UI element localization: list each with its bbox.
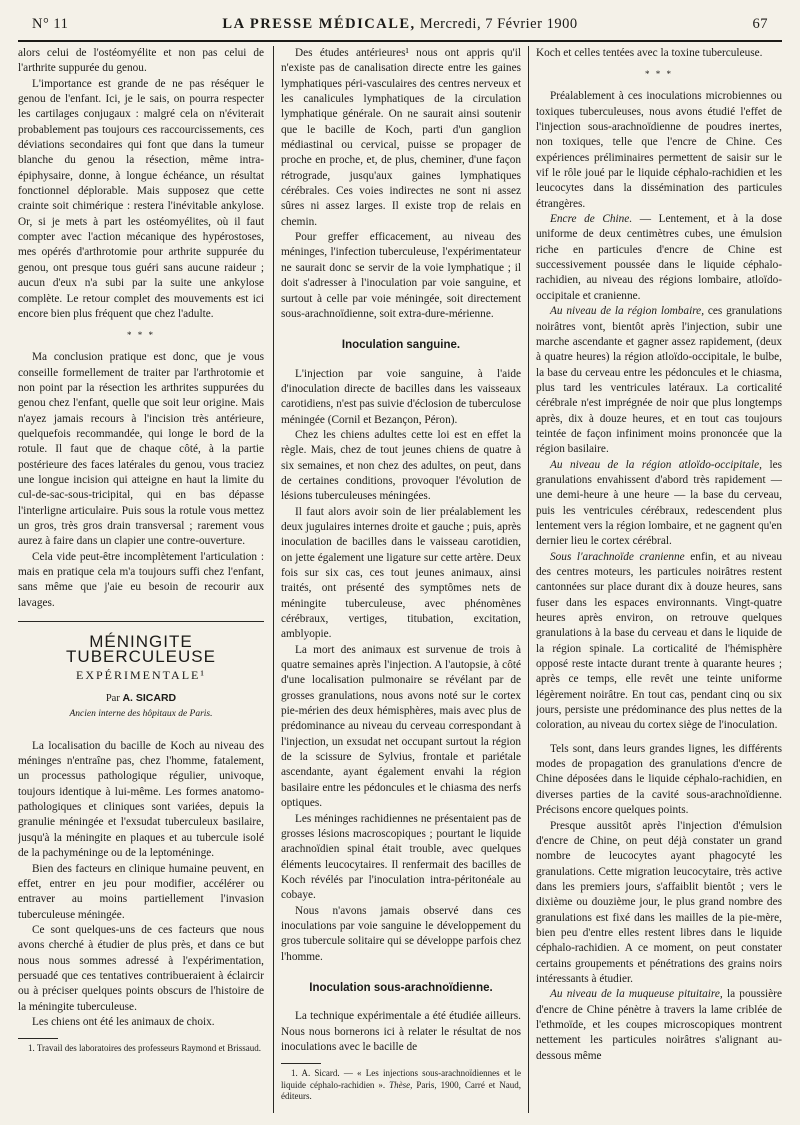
paragraph: La mort des animaux est survenue de trois à quatre semaines après l'injection. A l'autopsie, à côté d'une localisation pulmonaire se révélant par de grosses granulations, nous avons noté sur le cortex pie-mérien des deux hémisphères, mais avec plus de prédominance au niveau du cerveau correspondant à l'injection, un exsudat net occupant surtout la région de la scissure de Sylvius, frontale et pariétale ascendante, ayant également envahi la région basilaire entre les pédoncules et le chiasma des nerfs optiques. <box>281 643 521 810</box>
author-name: A. SICARD <box>122 692 177 705</box>
paragraph: Chez les chiens adultes cette loi est en effet la règle. Mais, chez de tout jeunes chiens de quatre à six semaines, et non chez des adultes, on peut, dans de certaines conditions, provoquer l'évolution de lésions tuberculeuses méningées. <box>281 428 521 503</box>
columns <box>18 46 782 1117</box>
paragraph-lead: Au niveau de la région lombaire, <box>550 305 705 318</box>
author-line <box>18 691 264 706</box>
paragraph-lead: Sous l'arachnoïde cranienne <box>550 550 685 563</box>
paragraph: L'importance est grande de ne pas réséquer le genou de l'enfant. Ici, je le sais, on pourra respecter les cartilages conjugaux : malgré cela on n'éviterait probablement pas toujours ces raccourcissements, ces déviations secondaires qui font que dans la tumeur blanche du genou la résection, même intra-épiphysaire, donne, à longue échéance, un résultat fonctionnel déplorable. Mais supposez que cette crainte soit chimérique : restera l'inévitable ankylose. Or, si je mets à part les ostéomyélites, où il faut compter avec l'action mécanique des hypérostoses, mes opérés d'arthrotomie pour arthrite suppurée du genou, ont presque tous guéri sans aucune raideur ; aucun d'eux n'a subi par la suite une ankylose complète. Le retour complet des mouvements est ici encore bien plus fréquent que chez l'adulte. <box>18 77 264 320</box>
page-header <box>18 14 782 42</box>
article-subtitle: EXPÉRIMENTALE¹ <box>76 667 206 682</box>
paragraph: Il faut alors avoir soin de lier préalablement les deux jugulaires internes droite et gauche ; puis, après inoculation de bacilles dans le vaisseau carotidien, on jette également une ligature sur cette artère. Deux fois sur six cas, ces tout jeunes animaux, ainsi traités, ont présenté des symptômes nets de méningite tuberculeuse, avec phénomènes cérébraux, vertiges, titubation, excitation, amblyopie. <box>281 505 521 641</box>
paragraph-lead: Au niveau de la muqueuse pituitaire, <box>550 988 723 1001</box>
spacer <box>536 734 782 742</box>
paragraph-lead: Encre de Chine. <box>550 213 633 226</box>
paragraph <box>536 550 782 734</box>
paragraph: Les chiens ont été les animaux de choix. <box>32 1015 215 1028</box>
issue-date: Mercredi, 7 Février 1900 <box>419 16 578 32</box>
footnote-text: — « Les injections sous-arachnoïdiennes et le liquide céphalo-rachidien ». <box>281 1068 521 1090</box>
section-separator-stars: * * * <box>127 330 155 341</box>
paragraph <box>536 212 782 304</box>
section-heading: Inoculation sanguine. <box>341 339 461 352</box>
paragraph-body: — Lentement, et à la dose uniforme de deux centimètres cubes, une émulsion riche en particules d'encre de Chine est successivement poussée dans le liquide céphalo-rachidien, au niveau des régions lombaire, atloïdo-occipitale et cranienne. <box>536 213 782 302</box>
paragraph: Bien des facteurs en clinique humaine peuvent, en effet, entrer en jeu pour modifier, accélérer ou entraver au moins partiellement l'invasion tuberculeuse méningée. <box>18 862 264 921</box>
paragraph: Les méninges rachidiennes ne présentaient pas de grosses lésions macroscopiques ; pourtant le liquide arachnoïdien spinal était trouble, avec quelques éléments leucocytaires. Il renfermait des bacilles de Koch révélés par l'inoculation intra-péritonéale au cobaye. <box>281 812 521 902</box>
paragraph: alors celui de l'ostéomyélite et non pas celui de l'arthrite suppurée du genou. <box>18 47 264 75</box>
paragraph: Tels sont, dans leurs grandes lignes, les différents modes de propagation des granulations d'encre de Chine déposées dans le liquide céphalo-rachidien, en diverses parties de la cavité sous-arachnoïdienne. Précisons encore quelques points. <box>536 742 782 817</box>
paragraph-lead: Au niveau de la région atloïdo-occipitale, <box>550 458 762 471</box>
paragraph: Presque aussitôt après l'injection d'émulsion d'encre de Chine, on peut déjà constater un grand nombre de leucocytes ayant phagocyté les granulations. Cette migration leucocytaire, très active dans les premiers jours, s'affaiblit bientôt ; vers le dixième ou douzième jour, le plus grand nombre des granulations est fixé dans les mailles de la pie-mère, bien peu d'entre elles restent libres dans le liquide céphalo-rachidien. A ce moment, on peut constater certains groupements et pénétrations des grains noirs intéressants à étudier. <box>536 819 782 985</box>
author-prefix: Par <box>105 693 120 705</box>
paragraph: Ma conclusion pratique est donc, que je vous conseille formellement de traiter par l'arthrotomie et non point par la résection les arthrites suppurées du genou chez l'enfant, quelle que soit leur origine. Mais n'ayez jamais recours à l'incision très antérieure, quelquefois recommandée, qui longe le bord de la rotule. Il faut que de chaque côté, à la partie postérieure des faces latérales du genou, vous traciez une longue incision qui atteigne en haut la limite du cul-de-sac-sous-tricipital, qui en bas dépasse l'interligne articulaire. Puis sous la rotule vous mettez un gros, très gros drain transversal ; rarement vous aurez à faire dans un clapier une contre-ouverture. <box>18 351 264 548</box>
author-affiliation: Ancien interne des hôpitaux de Paris. <box>69 709 213 720</box>
paragraph: Préalablement à ces inoculations microbiennes ou toxiques tuberculeuses, nous avons étudié l'effet de l'injection sous-arachnoïdienne de poudres inertes, non toxiques, telle que l'encre de Chine. Ces expériences préliminaires permettent de saisir sur le vif le rôle joué par le liquide céphalo-rachidien et les leucocytes dans la dissémination des particules étrangères. <box>536 90 782 210</box>
column-3 <box>536 46 782 1117</box>
masthead <box>18 16 782 33</box>
page-number: 67 <box>752 16 768 32</box>
journal-name: LA PRESSE MÉDICALE, <box>222 16 416 32</box>
footnote: 1. Travail des laboratoires des professeurs Raymond et Brissaud. <box>28 1043 261 1054</box>
paragraph <box>536 458 782 550</box>
paragraph: Koch et celles tentées avec la toxine tuberculeuse. <box>536 47 763 59</box>
column-2 <box>281 46 521 1117</box>
paragraph: Cela vide peut-être incomplètement l'articulation : mais en pratique cela m'a toujours suffi chez l'enfant, sans même que j'aie eu besoin de recourir aux lavages. <box>18 550 264 609</box>
article-title: MÉNINGITE TUBERCULEUSE <box>66 632 216 667</box>
paragraph <box>536 304 782 457</box>
footnote-rule <box>18 1038 58 1039</box>
paragraph-body: la poussière d'encre de Chine pénètre à travers la lame criblée de l'ethmoïde, et les coupes microscopiques montrent nettement les particules noirâtres s'alignant au-dessous même <box>536 988 782 1062</box>
paragraph: La localisation du bacille de Koch au niveau des méninges n'entraîne pas, chez l'homme, fatalement, un processus pathologique régulier, univoque, toujours identique à lui-même. Les formes anatomo-pathologiques et cliniques sont variées, depuis la granulie méningée et l'exsudat tuberculeux basilaire, jusqu'à la méningite en plaques et au tubercule isolé de la pachyméninge ou de la leptoméninge. <box>18 739 264 860</box>
issue-number: N° 11 <box>32 16 69 32</box>
paragraph-body: enfin, et au niveau des centres moteurs, les particules noirâtres restent cantonnées sur place durant dix à douze heures, sans fuser dans les espaces environnants. Vingt-quatre heures après environ, on retrouve quelques granulations à la base du cerveau et dans le liquide de la région spinale. La corticalité de l'hémisphère opposé reste intacte durant trente à quarante heures ; après ce temps, elle revêt une teinte uniforme légèrement noirâtre. En tout cas, pendant cinq ou six jours, persiste une prédominance des plus nettes de la coloration, au niveau du cortex siège de l'inoculation. <box>536 550 782 732</box>
column-1 <box>18 46 264 1117</box>
section-heading: Inoculation sous-arachnoïdienne. <box>309 981 493 994</box>
paragraph: Des études antérieures¹ nous ont appris qu'il n'existe pas de canalisation directe entre les gaines lymphatiques péri-vasculaires des centres nerveux et les canalicules lymphatiques de la circulation lymphatique générale. On ne saurait ainsi soutenir que le bacille de Koch, parti d'un ganglion médiastinal ou cervical, puisse se propager de proche en proche, et, de plus, cheminer, d'une façon rétrograde, jusqu'aux gaines lymphatiques cérébrales. Ces voies indirectes ne sont ni assez sûres ni assez larges. Il existe trop de relais en chemin. <box>281 47 521 228</box>
footnote-rule <box>281 1063 321 1064</box>
footnote-italic: Thèse, <box>389 1079 413 1090</box>
paragraph-body: ces granulations noirâtres vont, bientôt après l'injection, subir une marche ascendante et gagner assez rapidement, (deux à quatre heures) la région atloïdo-occipitale, le bulbe, la base du cerveau entre les pédoncules et le chiasma, plus tard les ventricules latéraux. La corticalité cérébrale n'est imprégnée de noir que plus longtemps après, dix à douze heures, et en tout cas toujours teintée de façon infiniment moins prononcée que la région basilaire. <box>536 305 782 456</box>
paragraph: Ce sont quelques-uns de ces facteurs que nous avons cherché à étudier de plus près, et dans ce but nous nous sommes adressé à l'expérimentation, persuadé que ces tentatives contribueraient à éclaircir ou à préciser quelques points obscurs de l'histoire de la méningite tuberculeuse. <box>18 923 264 1013</box>
section-separator-stars: * * * <box>645 69 673 80</box>
article-divider <box>18 621 264 622</box>
paragraph: Pour greffer efficacement, au niveau des méninges, l'infection tuberculeuse, l'expérimentateur ne saurait donc se servir de la voie lymphatique ; il doit s'adresser à l'inoculation par voie sanguine, et surtout à celle par voie méningée, soit directement sous-arachnoïdienne, soit extra-dure-mérienne. <box>281 231 521 320</box>
footnote-ref: 1. A. Sicard. <box>291 1068 340 1079</box>
footnote <box>281 1068 521 1103</box>
paragraph-body: les granulations envahissent d'abord très rapidement — une demi-heure à une heure — la base du cerveau, puis les ventricules cérébraux, redescendent plus lentement vers la région lombaire, et ne gagnent qu'en dernier lieu le cortex cérébral. <box>536 458 782 548</box>
paragraph: Nous n'avons jamais observé dans ces inoculations par voie sanguine le développement du gros tubercule solitaire qui se développe parfois chez l'homme. <box>281 904 521 963</box>
footnote-end: Paris, 1900, Carré et Naud, éditeurs. <box>281 1079 521 1102</box>
paragraph: L'injection par voie sanguine, à l'aide d'inoculation directe de bacilles dans les vaisseaux carotidiens, n'est pas suivie d'éclosion de tuberculose méningée (Cornil et Bezançon, Péron). <box>281 367 521 426</box>
paragraph: La technique expérimentale a été étudiée ailleurs. Nous nous bornerons ici à relater le résultat de nos inoculations avec le bacille de <box>281 1010 521 1053</box>
paragraph <box>536 987 782 1064</box>
